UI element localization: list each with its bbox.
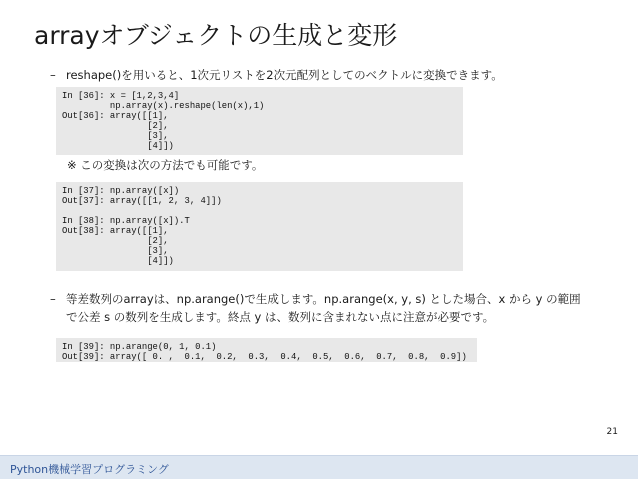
bullet-marker: – [50, 68, 56, 82]
page-number: 21 [606, 427, 618, 437]
slide-title: arrayオブジェクトの生成と変形 [34, 21, 398, 50]
code-line: [2], [62, 236, 169, 246]
bullet-text-line: 等差数列のarrayは、np.arange()で生成します。np.arange(x, y, s) とした場合、x から y の範囲 [66, 292, 581, 306]
code-block-arange [56, 338, 477, 362]
footer-bar [0, 455, 638, 479]
code-line: [2], [62, 121, 169, 131]
code-block-transpose [56, 182, 463, 271]
code-block-reshape [56, 87, 463, 155]
code-line: In [38]: np.array([x]).T [62, 216, 190, 226]
footer-text: Python機械学習プログラミング [10, 463, 169, 476]
bullet-reshape [50, 66, 503, 84]
code-line: Out[37]: array([[1, 2, 3, 4]]) [62, 196, 222, 206]
code-line: [4]]) [62, 141, 174, 151]
code-line: In [39]: np.arange(0, 1, 0.1) [62, 342, 217, 352]
code-line: In [36]: x = [1,2,3,4] [62, 91, 180, 101]
code-line: Out[36]: array([[1], [62, 111, 169, 121]
code-line: In [37]: np.array([x]) [62, 186, 180, 196]
code-line: [4]]) [62, 256, 174, 266]
note-alternative: ※ この変換は次の方法でも可能です。 [67, 158, 264, 172]
code-line: np.array(x).reshape(len(x),1) [62, 101, 265, 111]
code-line: Out[38]: array([[1], [62, 226, 169, 236]
code-line: [3], [62, 131, 169, 141]
code-line: Out[39]: array([ 0. , 0.1, 0.2, 0.3, 0.4, 0.5, 0.6, 0.7, 0.8, 0.9]) [62, 352, 467, 362]
bullet-text-line: で公差 s の数列を生成します。終点 y は、数列に含まれない点に注意が必要です。 [66, 310, 495, 324]
code-line: [3], [62, 246, 169, 256]
bullet-marker: – [50, 292, 56, 306]
bullet-arange [50, 290, 581, 326]
bullet-text: reshape()を用いると、1次元リストを2次元配列としてのベクトルに変換できます。 [66, 68, 503, 82]
code-line [62, 206, 457, 216]
